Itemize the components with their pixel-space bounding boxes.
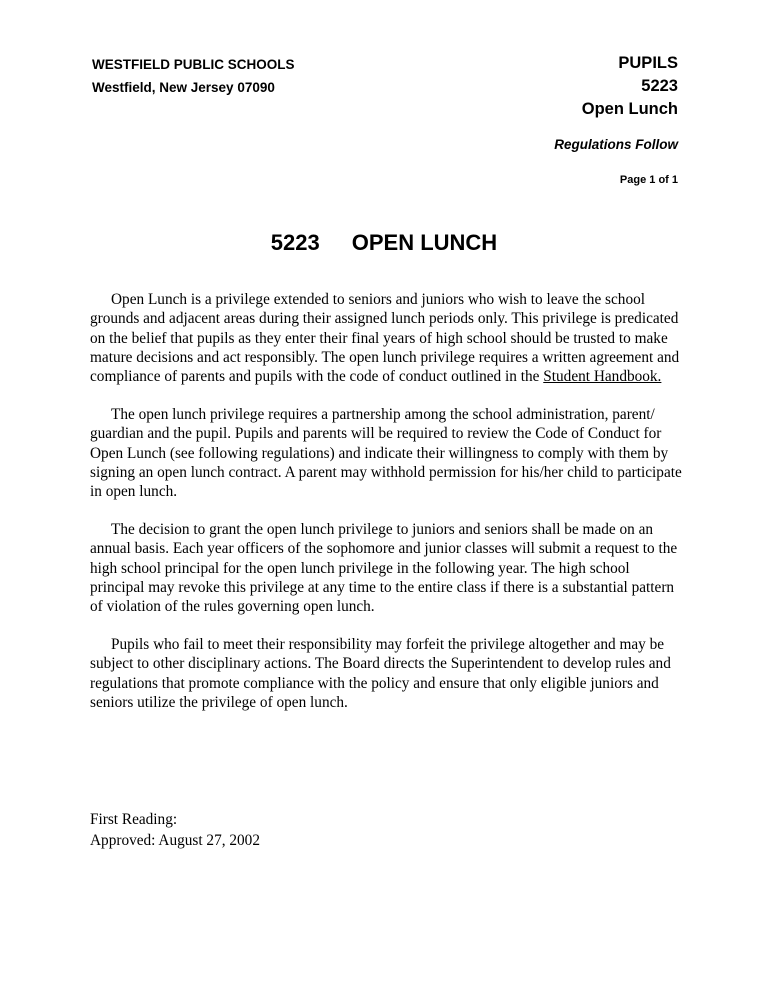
- paragraph-2: [90, 405, 682, 501]
- paragraph-4: [90, 635, 671, 712]
- paragraph-line: in open lunch.: [90, 483, 178, 501]
- paragraph-line: mature decisions and act responsibly. The open lunch privilege requires a written agreement and: [90, 348, 680, 366]
- paragraph-line: on the belief that pupils as they enter their final years of high school should be trusted to make: [90, 329, 668, 347]
- paragraph-line: Open Lunch (see following regulations) and indicate their willingness to comply with them by: [90, 444, 669, 462]
- paragraph-line: high school principal for the open lunch privilege in the following year. The high school: [90, 559, 630, 577]
- paragraph-1: [90, 290, 679, 386]
- policy-name: Open Lunch: [581, 100, 678, 118]
- district-name: WESTFIELD PUBLIC SCHOOLS: [92, 57, 295, 72]
- paragraph-line: of violation of the rules governing open lunch.: [90, 598, 375, 616]
- paragraph-line: signing an open lunch contract. A parent may withhold permission for his/her child to participate: [90, 463, 682, 481]
- paragraph-line: seniors utilize the privilege of open lunch.: [90, 693, 348, 711]
- paragraph-line: regulations that promote compliance with the policy and ensure that only eligible juniors and: [90, 674, 659, 692]
- paragraph-line: Open Lunch is a privilege extended to seniors and juniors who wish to leave the school: [111, 291, 645, 308]
- paragraph-line: The decision to grant the open lunch privilege to juniors and seniors shall be made on an: [111, 521, 654, 538]
- document-footer: [90, 809, 260, 851]
- policy-category: PUPILS: [618, 54, 678, 72]
- paragraph-line: guardian and the pupil. Pupils and parents will be required to review the Code of Conduct for: [90, 425, 662, 443]
- title-name: OPEN LUNCH: [351, 230, 498, 255]
- first-reading: First Reading:: [90, 811, 178, 828]
- paragraph-3: [90, 520, 677, 616]
- page-indicator: Page 1 of 1: [619, 174, 678, 186]
- paragraph-line: subject to other disciplinary actions. The Board directs the Superintendent to develop rules and: [90, 655, 671, 673]
- paragraph-line: grounds and adjacent areas during their assigned lunch periods only. This privilege is predicated: [90, 310, 679, 328]
- student-handbook-reference: Student Handbook.: [543, 368, 662, 386]
- paragraph-line: principal may revoke this privilege at any time to the entire class if there is a substantial pattern: [90, 578, 675, 596]
- approval-date: Approved: August 27, 2002: [90, 832, 260, 849]
- paragraph-line: annual basis. Each year officers of the sophomore and junior classes will submit a request to the: [90, 540, 678, 558]
- regulations-note: Regulations Follow: [554, 137, 678, 152]
- paragraph-line: The open lunch privilege requires a partnership among the school administration, parent/: [111, 406, 655, 423]
- district-address: Westfield, New Jersey 07090: [92, 80, 275, 95]
- paragraph-line: compliance of parents and pupils with the code of conduct outlined in the: [90, 368, 544, 386]
- document-title: [0, 230, 768, 256]
- title-number: 5223: [270, 230, 320, 255]
- policy-number: 5223: [641, 77, 678, 95]
- paragraph-line: Pupils who fail to meet their responsibility may forfeit the privilege altogether and may be: [111, 636, 665, 653]
